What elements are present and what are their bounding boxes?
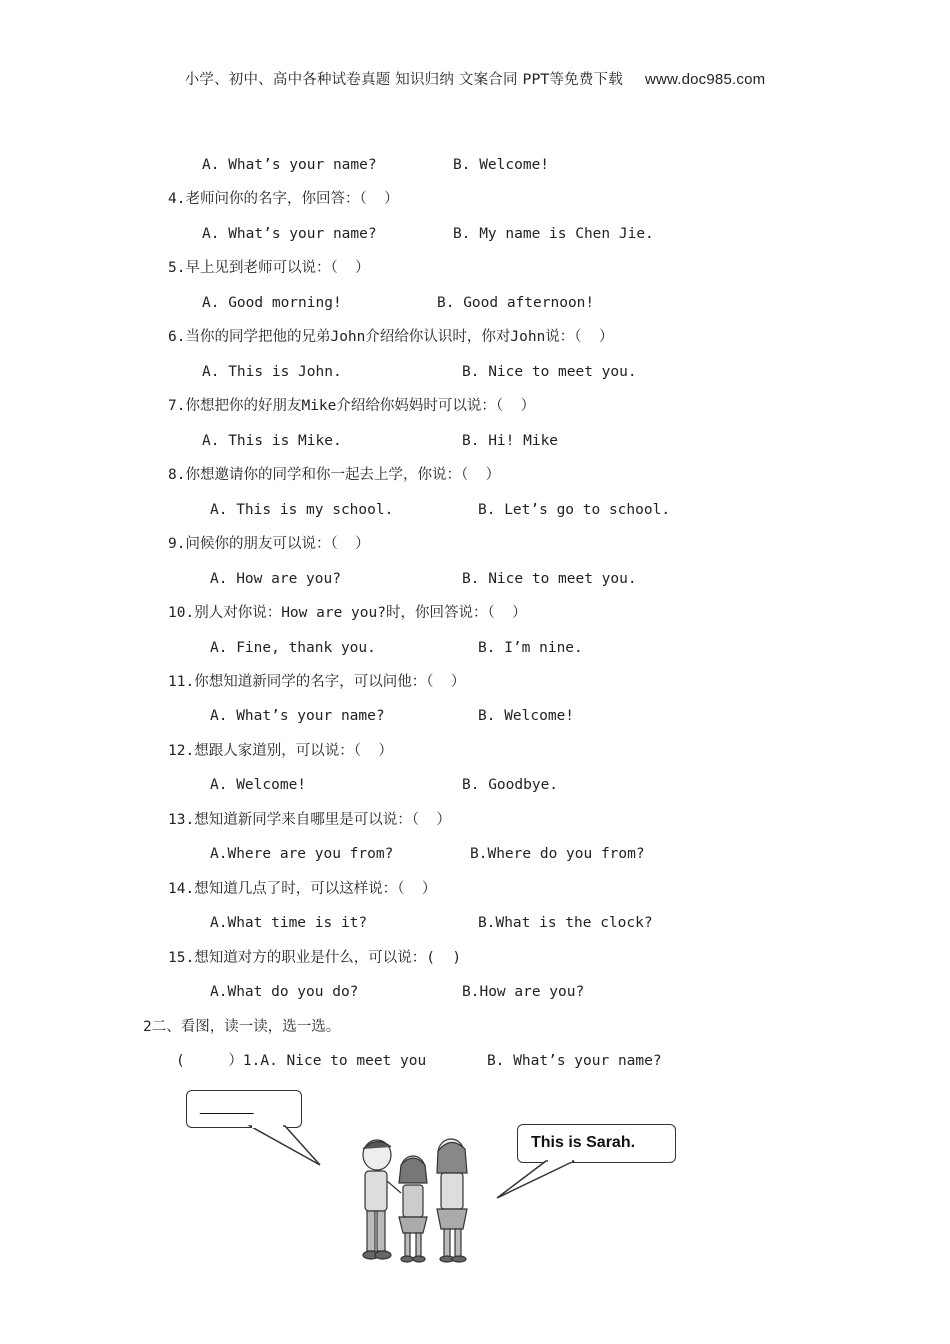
q6-stem: 6.当你的同学把他的兄弟John介绍给你认识时，你对John说：（ ） <box>168 329 614 345</box>
q4-stem: 4.老师问你的名字，你回答：（ ） <box>168 191 399 207</box>
q8-stem: 8.你想邀请你的同学和你一起去上学，你说：（ ） <box>168 467 501 483</box>
header-text: 小学、初中、高中各种试卷真题 知识归纳 文案合同 PPT等免费下载 <box>184 72 623 88</box>
q12-option-a: A. Welcome! <box>210 777 307 793</box>
q13-stem: 13.想知道新同学来自哪里是可以说：（ ） <box>168 812 451 828</box>
q5-stem: 5.早上见到老师可以说：（ ） <box>168 260 370 276</box>
q8-option-b: B. Let’s go to school. <box>478 502 671 518</box>
q6-option-b: B. Nice to meet you. <box>462 364 637 380</box>
q14-option-a: A.What time is it? <box>210 915 368 931</box>
section2-title: 2二、看图，读一读，选一选。 <box>143 1019 341 1035</box>
q12-stem: 12.想跟人家道别，可以说：（ ） <box>168 743 393 759</box>
q9-option-a: A. How are you? <box>210 571 341 587</box>
right-bubble-text: This is Sarah. <box>531 1134 636 1151</box>
q10-stem: 10.别人对你说：How are you?时，你回答说：（ ） <box>168 605 527 621</box>
q7-option-a: A. This is Mike. <box>202 433 342 449</box>
q13-option-b: B.Where do you from? <box>470 846 645 862</box>
q4-option-b: B. My name is Chen Jie. <box>453 226 654 242</box>
q13-option-a: A.Where are you from? <box>210 846 394 862</box>
q14-option-b: B.What is the clock? <box>478 915 653 931</box>
q6-option-a: A. This is John. <box>202 364 342 380</box>
left-bubble-blank: ______ <box>200 1098 254 1115</box>
header-site: www.doc985.com <box>644 71 766 88</box>
q15-option-a: A.What do you do? <box>210 984 359 1000</box>
q3-option-b: B. Welcome! <box>453 157 550 173</box>
q8-option-a: A. This is my school. <box>210 502 394 518</box>
section2-q1-option-b: B. What’s your name? <box>487 1053 662 1069</box>
q4-option-a: A. What’s your name? <box>202 226 377 242</box>
q10-option-a: A. Fine, thank you. <box>210 640 376 656</box>
q7-stem: 7.你想把你的好朋友Mike介绍给你妈妈时可以说：（ ） <box>168 398 536 414</box>
q3-option-a: A. What’s your name? <box>202 157 377 173</box>
q5-option-a: A. Good morning! <box>202 295 342 311</box>
q5-option-b: B. Good afternoon! <box>437 295 595 311</box>
q7-option-b: B. Hi! Mike <box>462 433 559 449</box>
q11-stem: 11.你想知道新同学的名字，可以问他：（ ） <box>168 674 466 690</box>
q14-stem: 14.想知道几点了时，可以这样说：（ ） <box>168 881 437 897</box>
children-illustration <box>355 1133 475 1273</box>
q10-option-b: B. I’m nine. <box>478 640 583 656</box>
q11-option-a: A. What’s your name? <box>210 708 385 724</box>
q15-option-b: B.How are you? <box>462 984 585 1000</box>
q9-option-b: B. Nice to meet you. <box>462 571 637 587</box>
q15-stem: 15.想知道对方的职业是什么，可以说：( ) <box>168 950 462 966</box>
section2-q1: ( ）1.A. Nice to meet you <box>176 1053 427 1069</box>
q11-option-b: B. Welcome! <box>478 708 575 724</box>
q9-stem: 9.问候你的朋友可以说：（ ） <box>168 536 370 552</box>
q12-option-b: B. Goodbye. <box>462 777 559 793</box>
